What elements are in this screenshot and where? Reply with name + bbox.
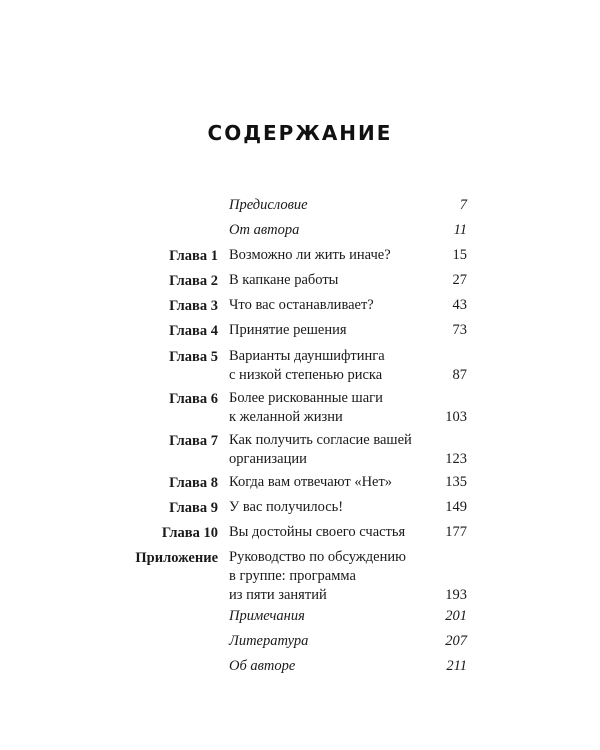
toc-entry-label: Глава 4 bbox=[169, 323, 218, 339]
toc-entry-title bbox=[229, 523, 429, 542]
page-title: СОДЕРЖАНИЕ bbox=[207, 121, 393, 145]
toc-entry-title-line: Руководство по обсуждению bbox=[229, 549, 406, 565]
toc-entry-title-line: из пяти занятий bbox=[229, 587, 327, 603]
toc-entry-title-line: В капкане работы bbox=[229, 272, 339, 288]
toc-entry-title bbox=[229, 632, 429, 651]
toc-entry-page-number: 15 bbox=[452, 247, 467, 263]
toc-entry-label: Приложение bbox=[135, 550, 218, 566]
toc-entry-title bbox=[229, 321, 429, 340]
toc-entry-label: Глава 9 bbox=[169, 500, 218, 516]
toc-entry-title bbox=[229, 473, 429, 492]
toc-entry-page-number: 7 bbox=[459, 197, 467, 213]
toc-entry-page-number: 73 bbox=[452, 322, 467, 338]
toc-entry-label: Глава 10 bbox=[161, 525, 218, 541]
toc-entry-title-line: Предисловие bbox=[229, 197, 308, 213]
toc-entry-page-number: 177 bbox=[445, 524, 467, 540]
toc-entry-title-line: Литература bbox=[229, 633, 309, 649]
toc-entry-page-number: 43 bbox=[452, 297, 467, 313]
toc-entry-title bbox=[229, 498, 429, 517]
toc-entry-label: Глава 8 bbox=[169, 475, 218, 491]
toc-entry-title bbox=[229, 657, 429, 676]
toc-entry-title-line: Вы достойны своего счастья bbox=[229, 524, 406, 540]
toc-entry-title bbox=[229, 431, 429, 469]
toc-entry-title bbox=[229, 607, 429, 626]
toc-entry-page-number: 135 bbox=[445, 474, 467, 490]
toc-entry-title-line: в группе: программа bbox=[229, 568, 356, 584]
toc-entry-title-line: к желанной жизни bbox=[229, 409, 343, 425]
toc-entry-title-line: Примечания bbox=[229, 608, 305, 624]
toc-entry-page-number: 27 bbox=[452, 272, 467, 288]
toc-entry-title bbox=[229, 548, 429, 605]
toc-entry-title bbox=[229, 296, 429, 315]
toc-entry-title-line: организации bbox=[229, 451, 307, 467]
toc-entry-title bbox=[229, 246, 429, 265]
toc-entry-title-line: Более рискованные шаги bbox=[229, 390, 383, 406]
toc-entry-title bbox=[229, 271, 429, 290]
toc-entry-title-line: От автора bbox=[229, 222, 300, 238]
toc-entry-title bbox=[229, 221, 429, 240]
toc-entry-title bbox=[229, 347, 429, 385]
toc-entry-page-number: 149 bbox=[445, 499, 467, 515]
toc-entry-page-number: 87 bbox=[452, 367, 467, 383]
toc-entry-title-line: Возможно ли жить иначе? bbox=[229, 247, 391, 263]
toc-entry-title bbox=[229, 196, 429, 215]
toc-entry-title-line: Когда вам отвечают «Нет» bbox=[229, 474, 393, 490]
toc-entry-page-number: 103 bbox=[445, 409, 467, 425]
toc-entry-label: Глава 1 bbox=[169, 248, 218, 264]
toc-entry-page-number: 211 bbox=[446, 658, 467, 674]
toc-entry-label: Глава 7 bbox=[169, 433, 218, 449]
toc-entry-page-number: 193 bbox=[445, 587, 467, 603]
toc-entry-title-line: Об авторе bbox=[229, 658, 296, 674]
toc-entry-title-line: Как получить согласие вашей bbox=[229, 432, 412, 448]
toc-entry-title-line: Что вас останавливает? bbox=[229, 297, 374, 313]
toc-entry-title bbox=[229, 389, 429, 427]
toc-entry-label: Глава 2 bbox=[169, 273, 218, 289]
toc-entry-label: Глава 3 bbox=[169, 298, 218, 314]
toc-entry-title-line: Принятие решения bbox=[229, 322, 347, 338]
toc-entry-page-number: 201 bbox=[445, 608, 467, 624]
toc-entry-page-number: 11 bbox=[453, 222, 467, 238]
toc-entry-title-line: Варианты дауншифтинга bbox=[229, 348, 385, 364]
toc-entry-title-line: с низкой степенью риска bbox=[229, 367, 383, 383]
toc-entry-label: Глава 6 bbox=[169, 391, 218, 407]
toc-entry-page-number: 207 bbox=[445, 633, 467, 649]
toc-entry-label: Глава 5 bbox=[169, 349, 218, 365]
toc-entry-page-number: 123 bbox=[445, 451, 467, 467]
toc-entry-title-line: У вас получилось! bbox=[229, 499, 344, 515]
